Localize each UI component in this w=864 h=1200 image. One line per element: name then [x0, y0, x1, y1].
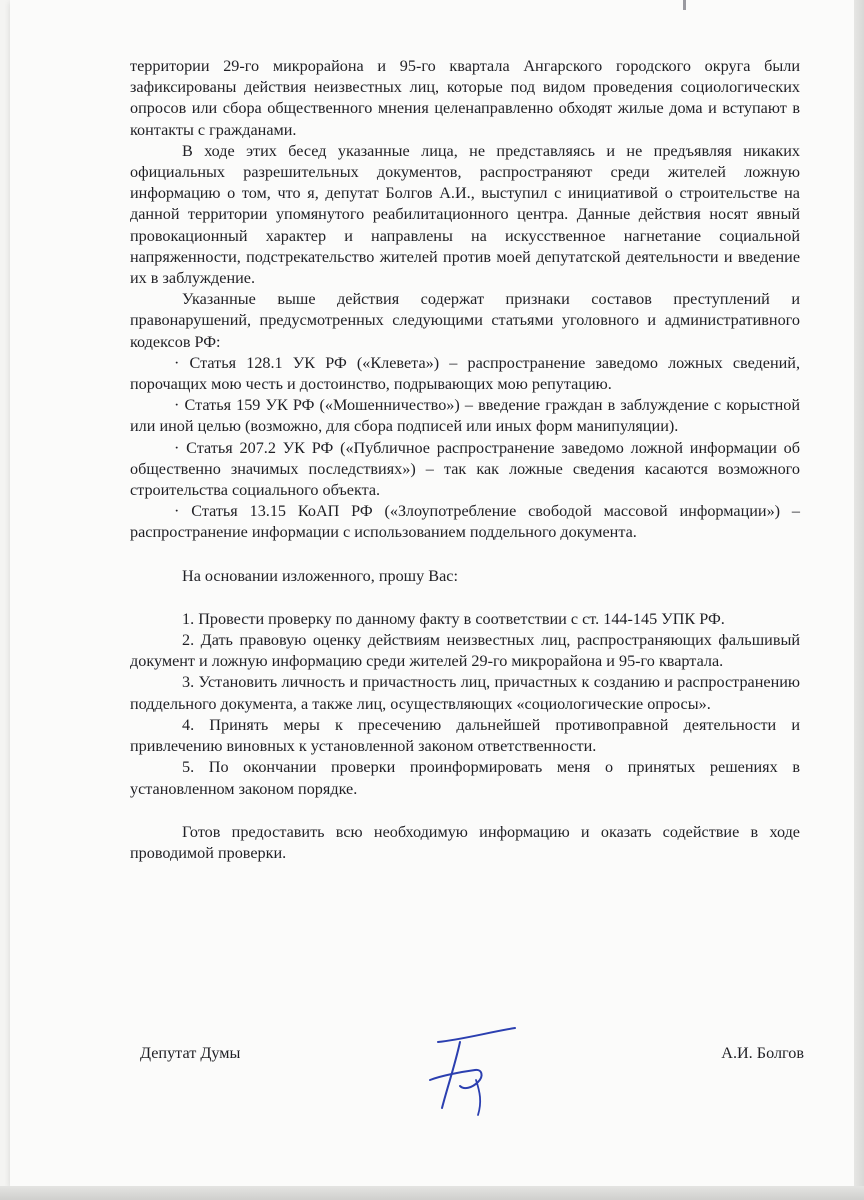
- article-item: · Статья 13.15 КоАП РФ («Злоупотребление свободой массовой информации») – распространение информации с использованием поддельного документа.: [130, 502, 800, 542]
- document-body: [130, 56, 800, 864]
- page-edge-bottom: [0, 1186, 864, 1200]
- closing-paragraph: Готов предоставить всю необходимую информацию и оказать содействие в ходе проводимой проверки.: [130, 822, 800, 862]
- request-item: 1. Провести проверку по данному факту в соответствии с ст. 144-145 УПК РФ.: [182, 609, 725, 628]
- handwritten-signature: [420, 1020, 530, 1120]
- paragraph: Указанные выше действия содержат признаки составов преступлений и правонарушений, предусмотренных следующими статьями уголовного и административного кодексов РФ:: [130, 290, 800, 351]
- signer-name: А.И. Болгов: [721, 1044, 804, 1062]
- article-item: · Статья 128.1 УК РФ («Клевета») – распространение заведомо ложных сведений, порочащих мою честь и достоинство, подрывающих мою репутацию.: [130, 353, 800, 394]
- request-item: 2. Дать правовую оценку действиям неизвестных лиц, распространяющих фальшивый документ и ложную информацию среди жителей 29-го микрорайона и 95-го квартала.: [130, 631, 800, 671]
- scan-mark: [683, 0, 686, 10]
- page-edge: [854, 0, 864, 1200]
- paragraph: территории 29-го микрорайона и 95-го квартала Ангарского городского округа были зафиксированы действия неизвестных лиц, которые под видом проведения социологических опросов или сбора общественного мнения целенаправленно обходят жилые дома и вступают в контакты с гражданами.: [130, 57, 800, 139]
- paragraph: В ходе этих бесед указанные лица, не представляясь и не предъявляя никаких официальных разрешительных документов, распространяют среди жителей ложную информацию о том, что я, депутат Болгов А.И., выступил с инициативой о строительстве на данной территории упомянутого реабилитационного центра. Данные действия носят явный провокационный характер и направлены на искусственное нагнетание социальной напряженности, подстрекательство жителей против моей депутатской деятельности и введение их в заблуждение.: [130, 141, 800, 288]
- request-item: 3. Установить личность и причастность лиц, причастных к созданию и распространению поддельного документа, а также лиц, осуществляющих «социологические опросы».: [130, 673, 800, 713]
- request-intro: На основании изложенного, прошу Вас:: [182, 566, 458, 585]
- article-item: · Статья 159 УК РФ («Мошенничество») – введение граждан в заблуждение с корыстной или иной целью (возможно, для сбора подписей или иных форм манипуляции).: [130, 396, 800, 436]
- signer-title: Депутат Думы: [140, 1044, 241, 1062]
- request-item: 4. Принять меры к пресечению дальнейшей противоправной деятельности и привлечению виновных к установленной законом ответственности.: [130, 715, 800, 756]
- article-item: · Статья 207.2 УК РФ («Публичное распространение заведомо ложной информации об общественно значимых последствиях») – так как ложные сведения касаются возможного строительства социального объекта.: [130, 438, 800, 500]
- request-item: 5. По окончании проверки проинформировать меня о принятых решениях в установленном законом порядке.: [130, 758, 800, 798]
